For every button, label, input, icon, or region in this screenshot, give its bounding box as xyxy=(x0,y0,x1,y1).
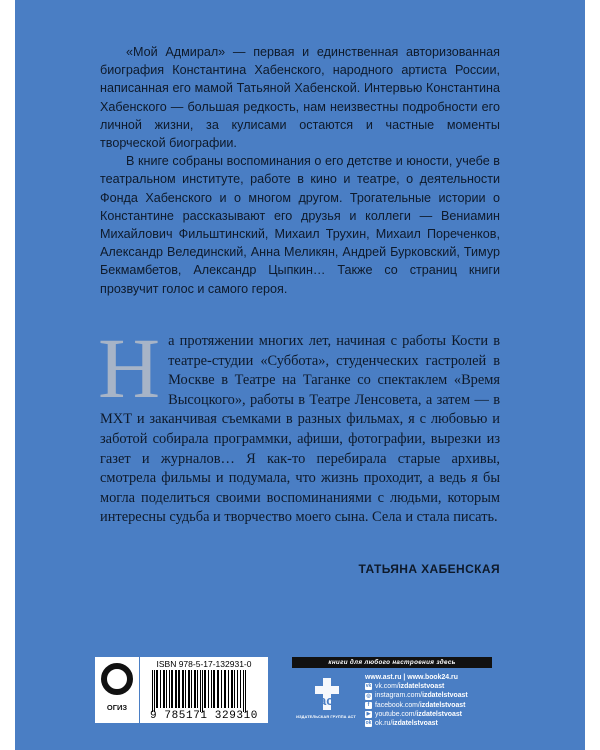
social-link-facebook[interactable] xyxy=(365,701,495,710)
barcode-bar xyxy=(166,670,167,708)
barcode-bar xyxy=(156,670,158,708)
barcode-bar xyxy=(171,670,173,708)
barcode-bar xyxy=(191,670,192,708)
quote-author: ТАТЬЯНА ХАБЕНСКАЯ xyxy=(358,562,500,576)
barcode-digits: 9 785171 329310 xyxy=(149,710,259,722)
barcode-bar xyxy=(175,670,177,708)
barcode-bar xyxy=(160,670,161,708)
social-link-handle: izdatelstvoast xyxy=(422,692,468,700)
social-link-youtube[interactable] xyxy=(365,710,495,719)
barcode-bar xyxy=(221,670,222,708)
annotation-paragraph: «Мой Адмирал» — первая и единственная авторизованная биография Константина Хабенского, народного артиста России, написанная его мамой Татьяной Хабенской. Интервью Константина Хабенского — большая редкость, нам неизвестны подробности его личной жизни, за кулисами остаются и частные моменты творческой биографии. xyxy=(100,45,500,151)
social-link-handle: izdatelstvoast xyxy=(392,720,438,728)
social-link-handle: izdatelstvoast xyxy=(398,683,445,691)
barcode-bar xyxy=(182,670,184,708)
publisher-group-name: ИЗДАТЕЛЬСКАЯ ГРУППА АСТ xyxy=(296,714,356,719)
social-link-prefix: vk.com/ xyxy=(375,683,399,691)
social-link-vk[interactable] xyxy=(365,682,495,691)
isbn-barcode xyxy=(140,657,268,723)
social-link-prefix: ok.ru/ xyxy=(375,720,393,728)
ast-logo-icon xyxy=(295,674,357,714)
social-link-prefix: youtube.com/ xyxy=(375,710,417,718)
publisher-links xyxy=(365,673,495,728)
barcode-bar xyxy=(152,670,153,712)
book-back-cover xyxy=(15,0,585,750)
isbn-label: ISBN 978-5-17-132931-0 xyxy=(156,659,252,669)
drop-cap-letter: Н xyxy=(98,320,161,416)
barcode-bar xyxy=(213,670,215,708)
barcode-bar xyxy=(163,670,165,708)
barcode-bar xyxy=(188,670,190,708)
barcode-bar xyxy=(154,670,155,712)
social-link-prefix: instagram.com/ xyxy=(375,692,423,700)
vk-icon: vk xyxy=(365,683,372,690)
barcode-bar xyxy=(231,670,233,708)
social-link-handle: izdatelstvoast xyxy=(416,710,462,718)
instagram-icon: ◎ xyxy=(366,692,371,699)
barcode-bar xyxy=(234,670,235,708)
barcode-bar xyxy=(185,670,186,708)
publisher-slogan: книги для любого настроения здесь xyxy=(292,657,492,668)
barcode-bar xyxy=(208,670,209,708)
odnoklassniki-icon: ok xyxy=(365,720,372,727)
barcode-bar xyxy=(211,670,212,708)
youtube-icon: ▶ xyxy=(366,710,371,717)
social-link-odnoklassniki[interactable] xyxy=(365,719,495,728)
ast-logo xyxy=(295,674,357,722)
social-link-handle: izdatelstvoast xyxy=(419,701,466,709)
facebook-icon: f xyxy=(365,702,372,709)
barcode-bar xyxy=(202,670,203,712)
barcode-bar xyxy=(224,670,226,708)
ring-icon xyxy=(100,662,134,696)
quote-body: а протяжении многих лет, начиная с работы Кости в театре-студии «Суббота», студенческих гастролей в Москве в Театре на Таганке со спектаклем «Время Высоцкого», работы в Театре Ленсовета, а затем — в МХТ и заканчивая съемками в разных фильмах, я с любовью и заботой собирала программки, афиши, фотографии, вырезки из газет и журналов… Я как-то перебирала старые архивы, смотрела фильмы и подумала, что жизнь проходит, а ведь я бы могла поделиться своими воспоминаниями с людьми, которым интересны судьба и творчество моего сына. Села и стала писать. xyxy=(100,333,500,526)
author-quote xyxy=(98,320,500,528)
barcode-bar xyxy=(204,670,206,708)
social-link-prefix: facebook.com/ xyxy=(375,701,420,709)
barcode-bar xyxy=(217,670,219,708)
barcode-bar xyxy=(243,670,244,712)
ogiz-label: ОГИЗ xyxy=(106,703,128,712)
barcode-bar xyxy=(197,670,198,708)
barcode-bar xyxy=(169,670,170,708)
barcode-bar xyxy=(194,670,196,708)
barcode-bar xyxy=(228,670,229,708)
annotation-text xyxy=(100,43,500,298)
barcode-bar xyxy=(200,670,201,712)
publisher-websites[interactable]: www.ast.ru | www.book24.ru xyxy=(365,674,458,681)
annotation-paragraph: В книге собраны воспоминания о его детстве и юности, учебе в театральном институте, работе в кино и театре, о деятельности Фонда Хабенского и о многом другом. Трогательные истории о Константине рассказывают его друзья и коллеги — Вениамин Михайлович Фильштинский, Михаил Трухин, Михаил Пореченков, Александр Велединский, Анна Меликян, Андрей Бурковский, Тимур Бекмамбетов, Александр Цыпкин… Также со страниц книги прозвучит голос и самого героя. xyxy=(100,154,500,296)
barcode-bar xyxy=(178,670,180,708)
barcode-bar xyxy=(240,670,241,708)
social-link-instagram[interactable] xyxy=(365,691,495,700)
barcode-bar xyxy=(237,670,238,708)
barcode-bar xyxy=(245,670,246,712)
ast-logo-text: аст xyxy=(319,693,340,708)
publisher-ogiz-logo xyxy=(95,657,139,723)
